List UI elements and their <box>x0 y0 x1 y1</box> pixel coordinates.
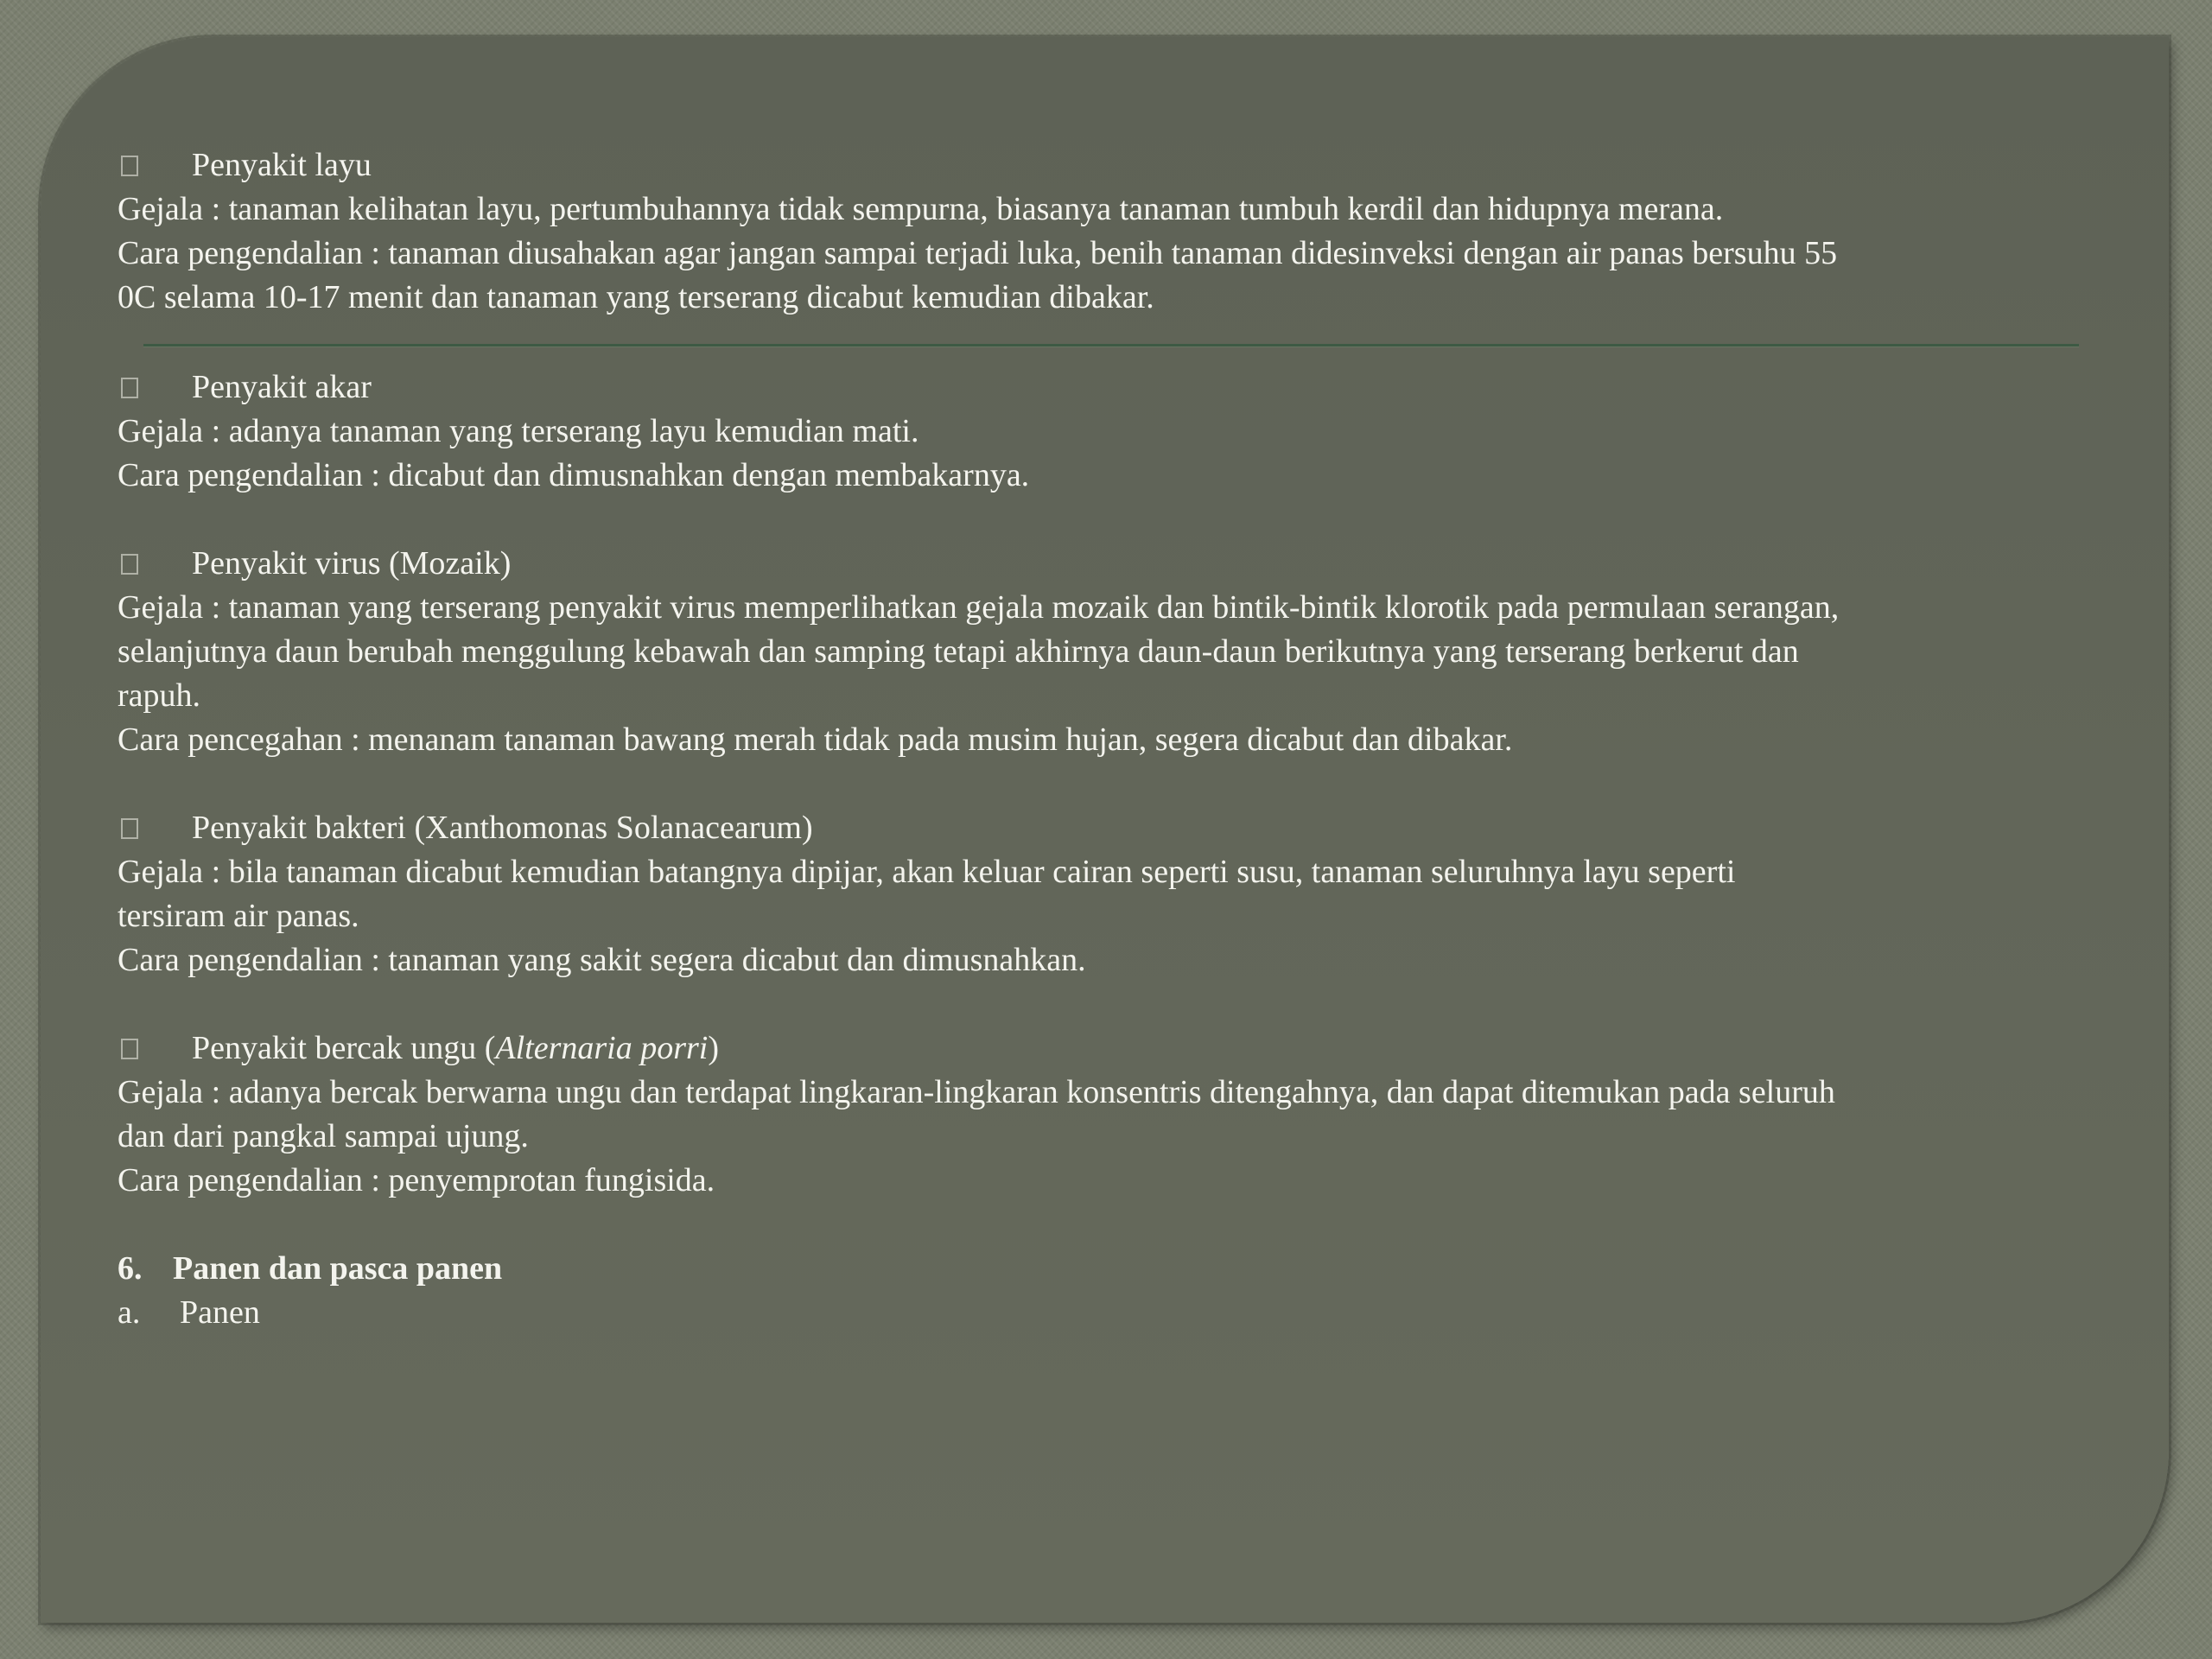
section-title: Panen dan pasca panen <box>173 1250 503 1287</box>
control-text: Cara pengendalian : penyemprotan fungisida. <box>118 1162 715 1198</box>
section-number: 6. <box>118 1250 143 1287</box>
symptom-text: Gejala : adanya tanaman yang terserang layu kemudian mati. <box>118 413 919 449</box>
disease-section-layu <box>118 143 2062 320</box>
spacer <box>118 762 2062 806</box>
symptom-text-cont: tersiram air panas. <box>118 898 359 934</box>
disease-section-bakteri <box>118 806 2062 982</box>
square-bullet-icon <box>121 378 138 398</box>
spacer <box>118 1203 2062 1247</box>
symptom-text: Gejala : tanaman yang terserang penyakit virus memperlihatkan gejala mozaik dan bintik-bintik klorotik pada permulaan serangan, <box>118 589 1840 626</box>
sub-item <box>118 1291 2062 1335</box>
symptom-text-cont: dan dari pangkal sampai ujung. <box>118 1118 529 1154</box>
main-section-heading <box>118 1247 2062 1291</box>
disease-title-prefix: Penyakit bercak ungu ( <box>192 1030 496 1066</box>
disease-title <box>192 1027 719 1071</box>
prevention-text: Cara pencegahan : menanam tanaman bawang merah tidak pada musim hujan, segera dicabut dan dibakar. <box>118 721 1513 758</box>
square-bullet-icon <box>121 818 138 839</box>
symptom-text: Gejala : bila tanaman dicabut kemudian batangnya dipijar, akan keluar cairan seperti susu, tanaman seluruhnya layu seperti <box>118 854 1736 890</box>
symptom-text-cont: selanjutnya daun berubah menggulung kebawah dan samping tetapi akhirnya daun-daun berikutnya yang terserang berkerut dan <box>118 633 1799 670</box>
symptom-text: Gejala : tanaman kelihatan layu, pertumbuhannya tidak sempurna, biasanya tanaman tumbuh kerdil dan hidupnya merana. <box>118 191 1724 227</box>
disease-heading <box>118 542 2062 586</box>
slide-content <box>118 143 2062 1335</box>
disease-title: Penyakit akar <box>192 369 372 405</box>
disease-section-bercak-ungu <box>118 1027 2062 1203</box>
section-divider <box>143 344 2079 346</box>
square-bullet-icon <box>121 1039 138 1059</box>
disease-heading <box>118 143 2062 188</box>
sub-item-text: Panen <box>180 1294 260 1331</box>
disease-heading <box>118 1027 2062 1071</box>
disease-title: Penyakit bakteri (Xanthomonas Solanacearum) <box>192 810 813 846</box>
symptom-text-cont: rapuh. <box>118 677 201 714</box>
control-text-cont: 0C selama 10-17 menit dan tanaman yang terserang dicabut kemudian dibakar. <box>118 279 1154 315</box>
disease-title: Penyakit layu <box>192 147 372 183</box>
control-text: Cara pengendalian : dicabut dan dimusnahkan dengan membakarnya. <box>118 457 1030 493</box>
disease-heading <box>118 806 2062 850</box>
disease-heading <box>118 365 2062 410</box>
disease-title: Penyakit virus (Mozaik) <box>192 545 512 582</box>
disease-title-suffix: ) <box>708 1030 720 1066</box>
disease-section-akar <box>118 365 2062 498</box>
spacer <box>118 982 2062 1027</box>
control-text: Cara pengendalian : tanaman yang sakit segera dicabut dan dimusnahkan. <box>118 942 1086 978</box>
square-bullet-icon <box>121 554 138 575</box>
symptom-text: Gejala : adanya bercak berwarna ungu dan terdapat lingkaran-lingkaran konsentris ditengahnya, dan dapat ditemukan pada seluruh <box>118 1074 1835 1110</box>
square-bullet-icon <box>121 156 138 176</box>
control-text: Cara pengendalian : tanaman diusahakan agar jangan sampai terjadi luka, benih tanaman didesinveksi dengan air panas bersuhu 55 <box>118 235 1838 271</box>
spacer <box>118 498 2062 542</box>
disease-title-species: Alternaria porri <box>495 1030 709 1066</box>
disease-section-virus <box>118 542 2062 762</box>
sub-item-label: a. <box>118 1294 141 1331</box>
